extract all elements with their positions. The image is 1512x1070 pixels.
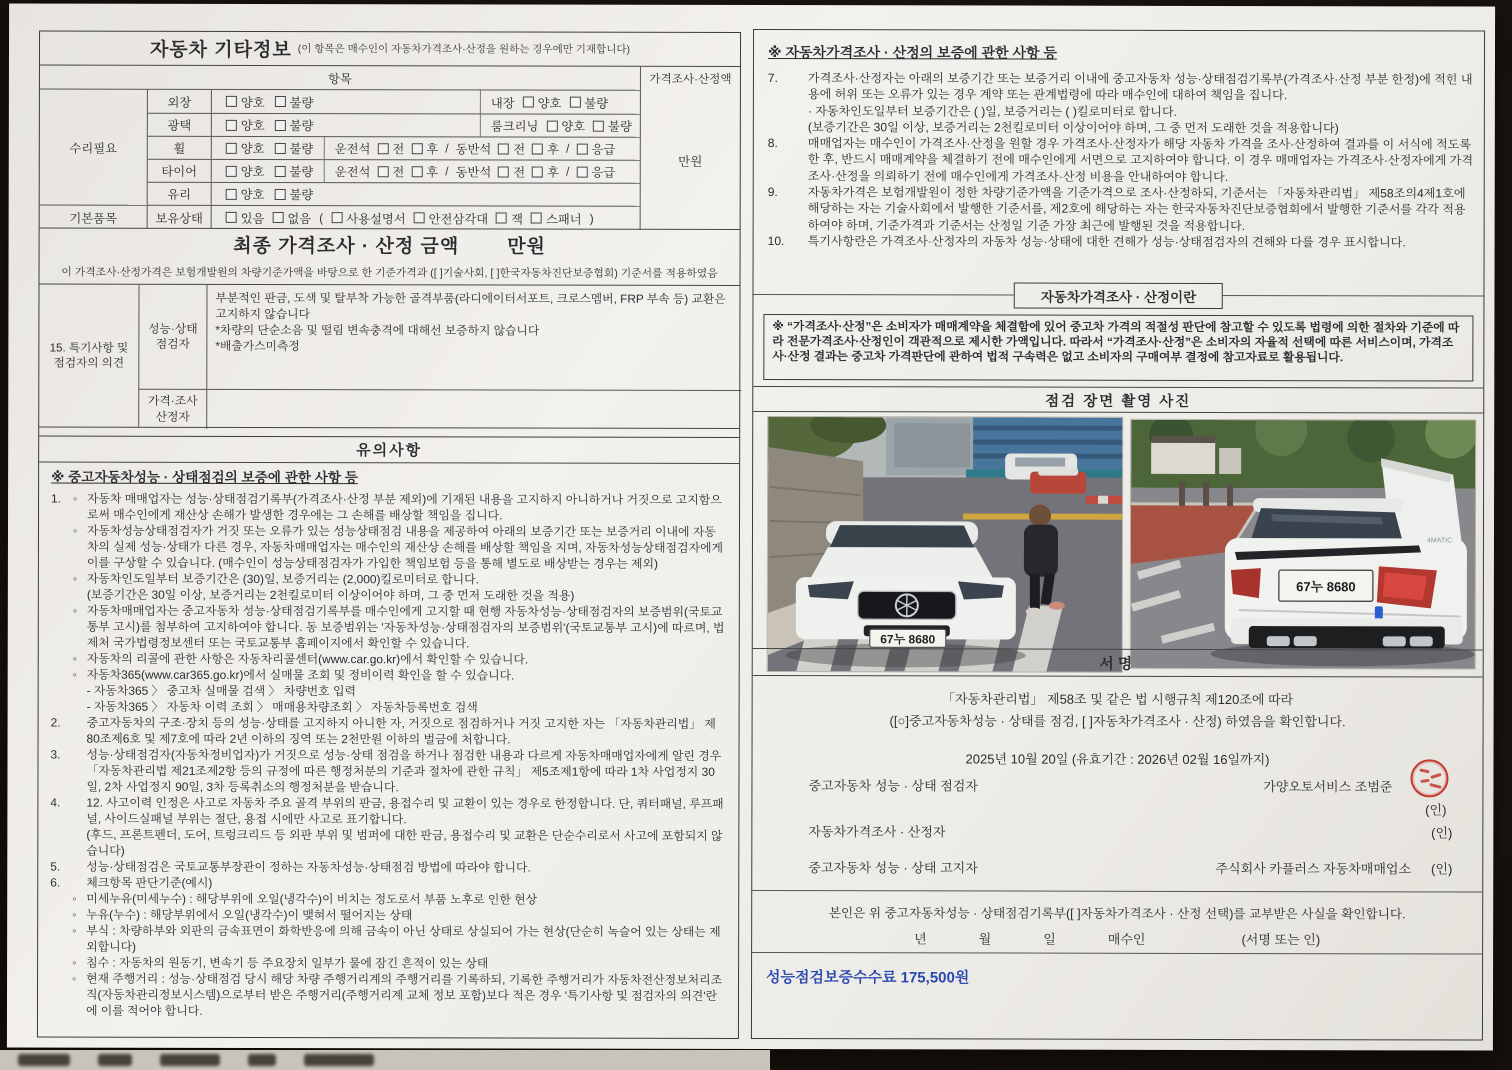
- checkbox-roomclean-good: [546, 120, 557, 131]
- underlying-document-edge: [0, 1050, 770, 1070]
- checkbox-wheel-driver-front: [377, 143, 388, 154]
- price-amount-cell: 만원: [640, 91, 740, 230]
- basic-items-cell: 기본품목: [40, 205, 148, 229]
- notice-item: 4. 12. 사고이력 인정은 사고로 자동차 주요 골격 부위의 판금, 용접수리 및 교환이 있는 경우로 한정합니다. 단, 쿼터패널, 루프패널, 사이드실패널 부위는 절단, 용접 시에만 사고로 표기합니다.: [50, 795, 724, 827]
- appraisal-list: [768, 70, 1474, 251]
- roomclean-subcell: 룸크리닝 양호 불량: [480, 114, 632, 136]
- inspector-label: 성능·상태 점검자: [139, 285, 207, 389]
- row-basic-items: 보유상태 있음 없음 ( 사용설명서 안전삼각대 잭 스패너 ): [148, 205, 640, 230]
- front-view-scene: [768, 417, 1124, 673]
- row-label: 타이어: [148, 160, 212, 182]
- notice-item: ◦ 자동차365(www.car365.go.kr)에서 실매물 조회 및 정비이력 확인을 할 수 있습니다.: [72, 667, 515, 683]
- special-notes-label: 15. 특기사항 및 점검자의 의견: [39, 285, 139, 427]
- checkbox-basic-nothave: [272, 212, 283, 223]
- special-notes-table: [39, 284, 739, 429]
- notice-item: ◦ 누유(누수) : 해당부위에서 오일(냉각수)이 맺혀서 떨어지는 상태: [72, 907, 413, 923]
- cautions-header: 유의사항: [39, 437, 739, 464]
- appraisal-definition-box: ※ “가격조사·산정”은 소비자가 매매계약을 체결함에 있어 중고차 가격의 적절성 판단에 참고할 수 있도록 법령에 의한 절차와 기준에 따라 전문가격조사·산정인이 객관적으로 제시한 가액입니다. 따라서 “가격조사·산정”은 소비자의 자율적 선택에 따른 서비스이며, 가격조사·산정 결과는 중고차 가격판단에 관하여 법적 구속력은 없고 소비자의 구매여부 결정에 참고자료로 활용됩니다.: [763, 314, 1473, 381]
- row-label: 유리: [148, 183, 212, 205]
- row-glass: 유리 양호 불량: [148, 182, 640, 206]
- notice-item: (보증기간은 30일 이상, 보증거리는 2천킬로미터 이상이어야 하며, 그 중 먼저 도래한 것을 적용): [86, 587, 575, 603]
- inspector-name: 가양오토서비스 조범준: [1263, 778, 1393, 794]
- notice-item: 5. 성능·상태점검은 국토교통부장관이 정하는 자동차성능·상태점검 방법에 따라야 합니다.: [50, 859, 531, 875]
- checkbox-exterior-good: [226, 96, 237, 107]
- row-tire: 타이어 양호 불량 운전석 전 후 / 동반석 전 후 / 응급: [148, 159, 640, 183]
- cautions-list: [50, 491, 727, 1020]
- inspection-photos: [753, 412, 1484, 678]
- notice-item: - 자동차365 〉 중고차 실매물 검색 〉 차량번호 입력: [86, 683, 356, 699]
- checkbox-tire-driver-front: [377, 166, 388, 177]
- repair-group-cell: 수리필요: [40, 90, 148, 205]
- checkbox-interior-bad: [569, 97, 580, 108]
- bollard: [1179, 482, 1185, 506]
- notice-item: ◦ 현재 주행거리 : 성능·상태점검 당시 해당 차량 주행거리계의 주행거리를 기록하되, 기록한 주행거리가 자동차전산정보처리조직(자동차관리정보시스템)으로부터 받은 주행거리(주행거리계 교체 정보 포함)보다 적은 경우 '특기사항 및 점검자의 의견'란에 이를 적어야 합니다.: [72, 971, 723, 1018]
- checkbox-polish-good: [226, 119, 237, 130]
- notice-item: 6. 체크항목 판단기준(예시): [50, 875, 213, 890]
- notice-item: 1. ◦ 자동차 매매업자는 성능·상태점검기록부(가격조사·산정 부분 제외)에 기재된 내용을 고지하지 아니하거나 거짓으로 고지함으로써 매수인에게 재산상 손해가 발생한 경우에는 그 손해를 배상할 책임을 집니다.: [51, 491, 722, 523]
- appraiser-seal-label: (인): [1431, 824, 1453, 840]
- signature-date: 2025년 10월 20일 (유효기간 : 2026년 02월 16일까지): [965, 751, 1270, 768]
- section-title-note: (이 항목은 매수인이 자동차가격조사·산정을 원하는 경우에만 기재합니다): [297, 43, 631, 56]
- final-price-row: [40, 228, 740, 261]
- notice-item: ◦ 자동차인도일부터 보증기간은 (30)일, 보증거리는 (2,000)킬로미터로 합니다.: [72, 571, 479, 587]
- notice-item: 9. 자동차가격은 보험개발원이 정한 차량기준가액을 기준가격으로 조사·산정하되, 기준서는 「자동차관리법」 제58조의4제1호에 해당하는 자는 기술사회에서 발행한 기준서를, 제2호에 해당하는 자는 한국자동차진단보증협회에서 발행한 기준서를 각각 적용하여야 하며, 기준가격과 기준서는 산정일 기준 가장 최근에 발행된 것을 적용합니다.: [767, 185, 1466, 233]
- row-label: 광택: [148, 114, 212, 136]
- col-header-item: 항목: [328, 71, 352, 86]
- signature-row-dealer: 중고자동차 성능 · 상태 고지자 주식회사 카플러스 자동차매매업소 (인): [808, 854, 1452, 879]
- row-polish: 광택 양호 불량 룸크리닝 양호 불량: [148, 113, 640, 137]
- inspection-fee: 성능점검보증수수료 175,500원: [766, 969, 970, 987]
- buyer-label: 매수인: [1107, 931, 1146, 947]
- wheel-position-subcell: 운전석 전 후 / 동반석 전 후 / 응급: [324, 137, 615, 160]
- dealer-name: 주식회사 카플러스 자동차매매업소: [1215, 860, 1412, 876]
- receipt-confirmation: 본인은 위 중고자동차성능 · 상태점검기록부([ ]자동차가격조사 · 산정 선택)를 교부받은 사실을 확인합니다.: [828, 906, 1406, 922]
- front-plate-number: 67누 8680: [880, 632, 936, 647]
- checkbox-wheel-pass-rear: [532, 143, 543, 154]
- signature-statement-2: ([○]중고자동차성능 · 상태를 점검, [ ]자동차가격조사 · 산정) 하였음을 확인합니다.: [889, 713, 1346, 730]
- inspector-seal-stamp: [1410, 759, 1448, 797]
- col-header-price: 가격조사·산정액: [640, 67, 740, 91]
- inspector-seal-label: (인): [1425, 802, 1447, 818]
- inspector-notes: 부분적인 판금, 도색 및 탈부착 가능한 골격부품(라디에이터서포트, 크로스멤버, FRP 부속 등) 교환은 고지하지 않습니다 *차량의 단순소음 및 떨림 변속충격에 대해선 보증하지 않습니다 *배출가스미측정: [215, 290, 726, 354]
- checkbox-tire-good: [226, 165, 237, 176]
- checkbox-exterior-bad: [275, 96, 286, 107]
- rear-view-scene: [1131, 420, 1477, 670]
- signature-header: 서명: [753, 648, 1483, 678]
- checkbox-manual: [331, 212, 342, 223]
- exhaust-tip: [1267, 636, 1290, 646]
- checkbox-tire-pass-rear: [532, 166, 543, 177]
- row-exterior: [148, 90, 640, 114]
- photo-rear-view: [1130, 419, 1477, 670]
- checkbox-jack: [496, 212, 507, 223]
- appraiser-notes-empty: [207, 389, 741, 430]
- rear-plate-number: 67누 8680: [1296, 579, 1356, 595]
- row-label: 휠: [148, 137, 212, 159]
- signature-statement-1: 「자동차관리법」 제58조 및 같은 법 시행규칙 제120조에 따라: [942, 691, 1294, 708]
- notice-item: ◦ 자동차성능상태점검자가 거짓 또는 오류가 있는 성능상태점검 내용을 제공하여 아래의 보증기간 또는 보증거리 이내에 자동차의 실제 성능·상태가 다른 경우, 자동차매매업자는 매수인의 재산상 손해를 배상할 책임을 지며, 자동차성능상태점검자에게 이를 구상할 수 있습니다. (매수인이 성능상태점검자가 가입한 책임보험 등을 통해 별도로 배상받는 경우는 제외): [72, 523, 723, 571]
- notice-item: - 자동차365 〉 자동차 이력 조회 〉 매매용차량조회 〉 자동차등록번호 검색: [86, 699, 478, 715]
- tail-light-left: [1231, 568, 1261, 598]
- tire-position-subcell: 운전석 전 후 / 동반석 전 후 / 응급: [324, 160, 615, 183]
- checkbox-tire-pass-front: [498, 166, 509, 177]
- appraiser-label: 가격·조사 산정자: [139, 389, 207, 429]
- right-column: [751, 29, 1485, 1041]
- notice-item: 2. 중고자동차의 구조·장치 등의 성능·상태를 고지하지 아니한 자, 거짓으로 점검하거나 거짓 고지한 자는 「자동차관리법」 제80조제6호 및 제7호에 따라 2년 이하의 징역 또는 2천만원 이하의 벌금에 처합니다.: [50, 715, 716, 747]
- divider: [752, 952, 1482, 955]
- notice-item: (보증기간은 30일 이상, 보증거리는 2천킬로미터 이상이어야 하며, 그 중 먼저 도래한 것을 적용합니다): [807, 120, 1339, 136]
- checkbox-glass-good: [226, 188, 237, 199]
- other-info-title: [40, 32, 740, 66]
- checkbox-wheel-bad: [275, 143, 286, 154]
- checkbox-wheel-emergency: [576, 143, 587, 154]
- notice-item: ◦ 자동차의 리콜에 관한 사항은 자동차리콜센터(www.car.go.kr)에서 확인할 수 있습니다.: [72, 651, 529, 667]
- notice-item: ◦ 침수 : 자동차의 원동기, 변속기 등 주요장치 일부가 물에 잠긴 흔적이 있는 상태: [72, 955, 489, 971]
- notice-item: 8. 매매업자는 매수인이 가격조사·산정을 원할 경우 가격조사·산정자가 해당 자동차 가격을 조사·산정하여 결과를 이 서식에 적도록 한 후, 반드시 매매계약을 체결하기 전에 매수인에게 서면으로 고지하여야 합니다. 이 경우 매매업자는 가격조사·산정자에게 가격조사·산정을 의뢰하기 전에 매수인에게 가격조사·산정 비용을 안내하여야 합니다.: [767, 136, 1474, 184]
- notice-item: ◦ 미세누유(미세누수) : 해당부위에 오일(냉각수)이 비치는 정도로서 부품 노후로 인한 현상: [72, 891, 538, 907]
- row-label: 외장: [148, 90, 212, 113]
- final-price-unit: 만원: [507, 236, 546, 258]
- checkbox-wheel-driver-rear: [411, 143, 422, 154]
- checkbox-tire-emergency: [576, 166, 587, 177]
- label-interior: 내장: [490, 95, 515, 111]
- label-roomclean: 룸크리닝: [490, 119, 539, 134]
- photo-section-header: 점검 장면 촬영 사진: [753, 386, 1483, 414]
- interior-subcell: 내장 양호 불량: [480, 90, 608, 113]
- checkbox-interior-good: [523, 97, 534, 108]
- table-header: [40, 66, 640, 91]
- row-wheel: 휠 양호 불량 운전석 전 후 / 동반석 전 후 / 응급: [148, 136, 640, 160]
- notice-item: (후드, 프론트펜더, 도어, 트렁크리드 등 외판 부위 및 범퍼에 대한 판금, 용접수리 및 교환은 단순수리로서 사고에 포함되지 않습니다): [86, 827, 723, 858]
- notice-item: 10. 특기사항란은 가격조사·산정자의 자동차 성능·상태에 대한 견해가 성능·상태점검자의 견해와 다를 경우 표시합니다.: [767, 234, 1406, 250]
- appraisal-definition-header: 자동차가격조사 · 산정이란: [753, 282, 1483, 308]
- checkbox-wheel-good: [226, 142, 237, 153]
- dealer-seal-label: (인): [1431, 860, 1453, 876]
- photo-front-view: [767, 416, 1124, 673]
- label-good: 양호: [240, 95, 265, 110]
- signature-row-inspector: 중고자동차 성능 · 상태 점검자 가양오토서비스 조범준: [808, 772, 1452, 797]
- checkbox-spanner: [531, 213, 542, 224]
- checkbox-polish-bad: [275, 120, 286, 131]
- inspection-form-sheet: [7, 3, 1495, 1050]
- final-price-label: 최종 가격조사 · 산정 금액: [233, 235, 460, 258]
- checkbox-wheel-pass-front: [498, 143, 509, 154]
- other-info-table: [40, 65, 740, 229]
- 4matic-badge: 4MATIC: [1426, 537, 1453, 545]
- checkbox-safety-triangle: [414, 212, 425, 223]
- label-bad: 불량: [289, 95, 314, 110]
- signature-row-appraiser: 자동차가격조사 · 산정자 (인): [808, 823, 1453, 840]
- checkbox-roomclean-bad: [593, 120, 604, 131]
- receipt-date-row: 년 월 일 매수인 (서명 또는 인): [752, 928, 1482, 949]
- price-basis-note: 이 가격조사·산정가격은 보험개발원의 차량기준가액을 바탕으로 한 기준가격과 ([ ]기술사회, [ ]한국자동차진단보증협회) 기준서를 적용하였음: [61, 266, 718, 280]
- cautions-subheader: ※ 중고자동차성능 · 상태점검의 보증에 관한 사항 등: [51, 469, 358, 486]
- left-column: [37, 31, 741, 1039]
- checkbox-tire-driver-rear: [411, 166, 422, 177]
- notice-item: 3. 성능·상태점검자(자동차정비업자)가 거짓으로 성능·상태 점검을 하거나 점검한 내용과 다르게 자동차매매업자에게 알린 경우 「자동차관리법 제21조제2항 등의 규정에 따른 행정처분의 기준과 절차에 관한 규칙」 제5조제1항에 따라 1차 사업정지 30일, 2차 사업정지 90일, 3차 등록취소의 행정처분을 받습니다.: [50, 747, 722, 795]
- notice-item: · 자동차인도일부터 보증기간은 ( )일, 보증거리는 ( )킬로미터로 합니다.: [807, 103, 1178, 119]
- label-driver-seat: 운전석: [334, 142, 371, 157]
- label-hold-state: 보유상태: [148, 206, 212, 229]
- section-title: 자동차 기타정보: [149, 39, 292, 62]
- divider: [752, 890, 1482, 893]
- cautions-section: [38, 436, 739, 1038]
- notice-item: 7. 가격조사·산정자는 아래의 보증기간 또는 보증거리 이내에 중고자동차 성능·상태점검기록부(가격조사·산정 부분 한정)에 적힌 내용에 허위 또는 오류가 있는 경우 계약 또는 관계법령에 따라 매수인에 대하여 책임을 집니다.: [767, 71, 1473, 103]
- notice-item: ◦ 자동차매매업자는 중고자동차 성능·상태점검기록부를 매수인에게 고지할 때 현행 자동차성능·상태점검자의 보증범위(국토교통부 고시)를 첨부하여 고지하여야 합니다. 동 보증범위는 '자동차성능·상태점검자의 보증범위'(국토교통부 고시)에 따르며, 법제처 국가법령정보센터 또는 국토교통부 홈페이지에서 확인할 수 있습니다.: [72, 603, 725, 651]
- notice-item: ◦ 부식 : 차량하부와 외판의 금속표면이 화학반응에 의해 금속이 아닌 상태로 상실되어 가는 현상(단순히 녹슬어 있는 상태는 제외합니다): [72, 923, 721, 954]
- small-building: [1151, 440, 1215, 474]
- checkbox-basic-have: [226, 212, 237, 223]
- label-passenger-seat: 동반석: [455, 142, 492, 157]
- checkbox-tire-bad: [274, 166, 285, 177]
- appraisal-subheader: ※ 자동차가격조사 · 산정의 보증에 관한 사항 등: [767, 44, 1057, 61]
- checkbox-glass-bad: [274, 189, 285, 200]
